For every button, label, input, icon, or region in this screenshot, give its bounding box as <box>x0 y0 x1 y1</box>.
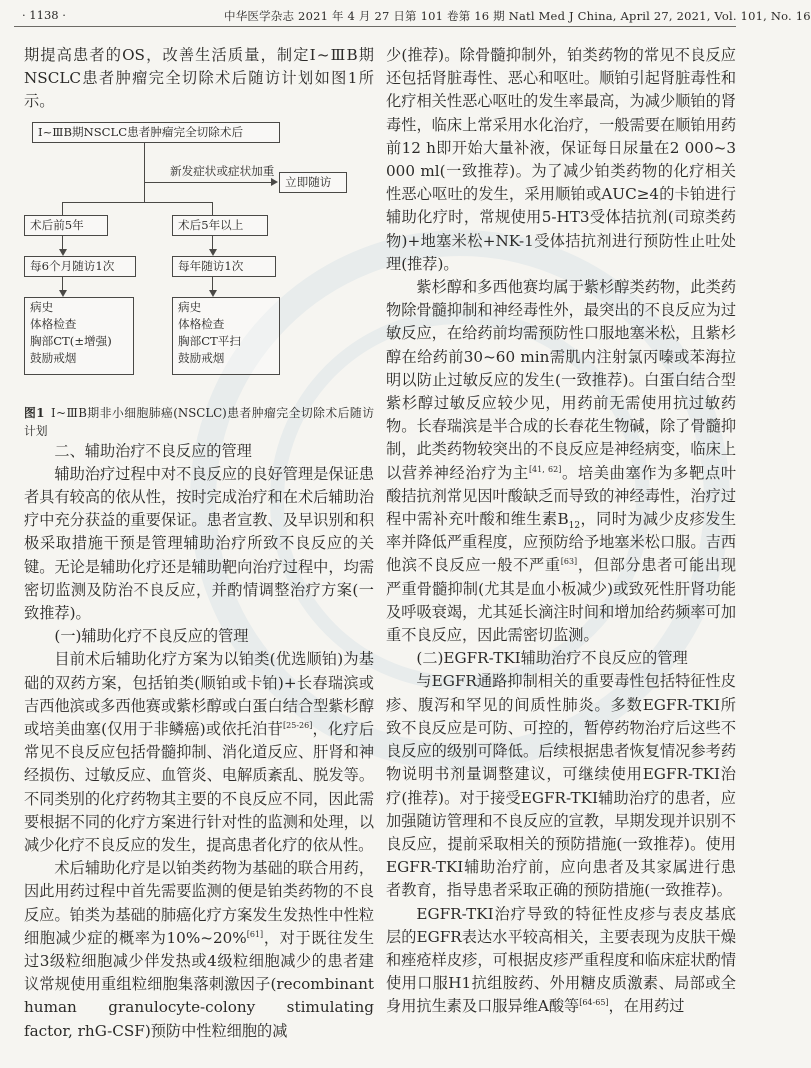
page-number: · 1138 · <box>22 8 66 22</box>
paragraph-text: EGFR-TKI治疗导致的特征性皮疹与表皮基底层的EGFR表达水平较高相关，主要表现为皮肤干燥和痤疮样皮疹，可根据皮疹严重程度和临床症状酌情使用口服H1抗组胺药、外用糖皮质激素、局部或全身用抗生素及口服异维A酸等 <box>386 904 736 1016</box>
citation: [64-65] <box>579 998 609 1008</box>
figure-caption-text: Ⅰ~ⅢB期非小细胞肺癌(NSCLC)患者肿瘤完全切除术后随访计划 <box>24 405 374 438</box>
flow-arrow <box>209 290 217 297</box>
intro-paragraph: 期提高患者的OS，改善生活质量，制定Ⅰ~ⅢB期NSCLC患者肿瘤完全切除术后随访计划如图1所示。 <box>24 46 374 111</box>
flow-visit-box: 立即随访 <box>279 172 347 193</box>
paragraph-text: ，对于既往发生过3级粒细胞减少伴发热或4级粒细胞减少的患者建议常规使用重组粒细胞集落刺激因子(recombinant human granulocyte-colony stimulating factor, rhG-CSF)预防中性粒细胞的减 <box>24 928 375 1040</box>
flow-left-frequency-box: 每6个月随访1次 <box>24 256 136 277</box>
figure-caption <box>24 404 374 440</box>
flow-right-frequency-box: 每年随访1次 <box>172 256 276 277</box>
flow-arrow <box>209 249 217 256</box>
paragraph-text: ，化疗后常见不良反应包括骨髓抑制、消化道反应、肝肾和神经损伤、过敏反应、血管炎、电解质紊乱、脱发等。不同类别的化疗药物其主要的不良反应不同，因此需要根据不同的化疗方案进行针对性的监测和处理，以减少化疗不良反应的发生，提高患者化疗的依从性。 <box>24 720 375 855</box>
flow-item: 鼓励戒烟 <box>178 350 225 365</box>
flow-right-period-box: 术后5年以上 <box>172 215 268 236</box>
flow-item: 鼓励戒烟 <box>30 350 77 365</box>
flow-right-items-box <box>172 297 280 375</box>
paragraph <box>386 276 736 647</box>
paragraph: 少(推荐)。除骨髓抑制外，铂类药物的常见不良反应还包括肾脏毒性、恶心和呕吐。顺铂引起肾脏毒性和化疗相关性恶心呕吐的发生率最高，为减少顺铂的肾毒性，临床上常采用水化治疗，一般需要在顺铂用药前12 h即开始大量补液，保证每日尿量在2 000~3 000 ml(一致推荐)。为了减少铂类药物的化疗相关性恶心呕吐的发生，采用顺铂或AUC≥4的卡铂进行辅助化疗时，常规使用5-HT3受体拮抗剂(司琼类药物)+地塞米松+NK-1受体拮抗剂进行预防性止吐处理(推荐)。 <box>386 46 736 273</box>
section-heading: 二、辅助治疗不良反应的管理 <box>54 441 252 460</box>
flow-item: 体格检查 <box>178 316 225 331</box>
citation: [41, 62] <box>528 464 562 474</box>
flow-branch-label: 新发症状或症状加重 <box>170 163 275 178</box>
flow-item: 病史 <box>30 299 54 314</box>
flow-item: 胸部CT(±增强) <box>30 333 112 348</box>
figure-caption-label: 图1 <box>24 405 45 420</box>
followup-flowchart <box>24 118 374 402</box>
paragraph <box>386 903 736 1019</box>
flow-line <box>144 182 145 202</box>
flow-arrow <box>59 290 67 297</box>
flow-line <box>62 202 212 203</box>
flow-item: 病史 <box>178 299 202 314</box>
paragraph: 与EGFR通路抑制相关的重要毒性包括特征性皮疹、腹泻和罕见的间质性肺炎。多数EGFR-TKI所致不良反应是可防、可控的，暂停药物治疗后这些不良反应的级别可降低。后续根据患者恢复情况参考药物说明书剂量调整建议，可继续使用EGFR-TKI治疗(推荐)。对于接受EGFR-TKI辅助治疗的患者，应加强随访管理和不良反应的宣教，早期发现并识别不良反应，提前采取相关的预防措施(一致推荐)。使用EGFR-TKI辅助治疗前，应向患者及其家属进行患者教育，指导患者采取正确的预防措施(一致推荐)。 <box>386 672 736 900</box>
journal-line: 中华医学杂志 2021 年 4 月 27 日第 101 卷第 16 期 Natl Med J China, April 27, 2021, Vol. 101, No. 16 <box>224 9 811 23</box>
paragraph-text: ，同时为减少皮疹发生率并降低严重程度，应预防给予地塞米松口服。吉西他滨不良反应一般不严重 <box>386 510 737 575</box>
flow-left-items-box <box>24 297 134 375</box>
paragraph: 辅助治疗过程中对不良反应的良好管理是保证患者具有较高的依从性，按时完成治疗和在术后辅助治疗中充分获益的重要保证。患者宣教、及早识别和积极采取措施干预是管理辅助治疗所致不良反应的关键。无论是辅助化疗还是辅助靶向治疗过程中，均需密切监测及防治不良反应，并酌情调整治疗方案(一致推荐)。 <box>24 464 374 623</box>
paragraph-text: 紫杉醇和多西他赛均属于紫杉醇类药物，此类药物除骨髓抑制和神经毒性外，最突出的不良反应为过敏反应，在给药前均需预防性口服地塞米松，且紫杉醇在给药前30~60 min需肌内注射氯丙嗪或苯海拉明以防止过敏反应的发生(一致推荐)。白蛋白结合型紫杉醇过敏反应较少见，用药前无需使用抗过敏药物。长春瑞滨是半合成的长春花生物碱，除了骨髓抑制，此类药物较突出的不良反应是神经病变，临床上以营养神经治疗为主 <box>386 278 736 482</box>
paragraph-text: ，但部分患者可能出现严重骨髓抑制(尤其是血小板减少)或致死性肝肾功能及呼吸衰竭，尤其延长滴注时间和增加给药频率可加重不良反应，因此需密切监测。 <box>386 556 737 645</box>
paragraph-text: 。培美曲塞作为多靶点叶酸拮抗剂常见因叶酸缺乏而导致的神经毒性，治疗过程中需补充叶酸和维生素B <box>386 463 737 529</box>
page-header <box>14 4 811 27</box>
flow-arrow <box>59 249 67 256</box>
flow-line <box>144 142 145 182</box>
subsection-heading: (一)辅助化疗不良反应的管理 <box>54 627 249 646</box>
flow-top-box: Ⅰ~ⅢB期NSCLC患者肿瘤完全切除术后 <box>32 122 280 143</box>
paragraph-text: 目前术后辅助化疗方案为以铂类(优选顺铂)为基础的双药方案，包括铂类(顺铂或卡铂)+长春瑞滨或吉西他滨或多西他赛或紫杉醇或白蛋白结合型紫杉醇或培美曲塞(仅用于非鳞癌)或依托泊苷 <box>24 650 374 739</box>
citation: [25-26] <box>283 720 313 730</box>
paragraph <box>24 648 374 857</box>
subsection-heading: (二)EGFR-TKI辅助治疗不良反应的管理 <box>416 649 688 668</box>
citation: [61] <box>246 929 264 939</box>
left-column <box>24 44 374 1043</box>
paragraph-text: ，在用药过 <box>608 997 685 1016</box>
right-column <box>386 44 736 1019</box>
flow-line <box>212 202 213 216</box>
subscript: 12 <box>568 521 581 532</box>
flow-item: 体格检查 <box>30 316 77 331</box>
citation: [63] <box>560 557 578 567</box>
flow-line <box>62 202 63 216</box>
paragraph <box>24 857 374 1043</box>
paragraph-text: 术后辅助化疗是以铂类药物为基础的联合用药，因此用药过程中首先需要监测的便是铂类药物的不良反应。铂类为基础的肺癌化疗方案发生发热性中性粒细胞减少症的概率为10%~20% <box>24 859 374 947</box>
flow-item: 胸部CT平扫 <box>178 333 241 348</box>
flow-left-period-box: 术后前5年 <box>24 215 108 236</box>
